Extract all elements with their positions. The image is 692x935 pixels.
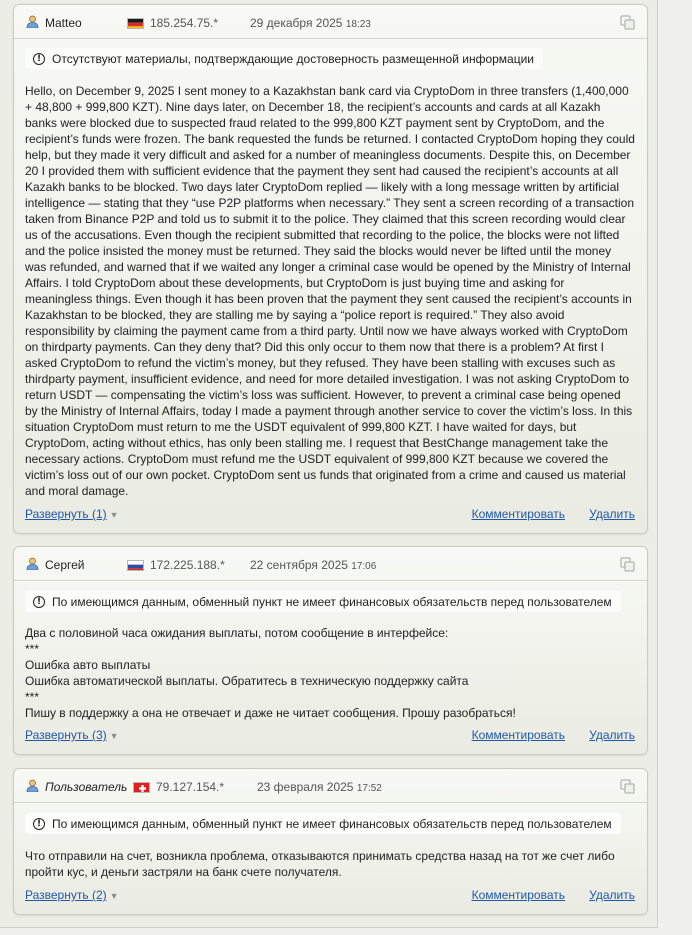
switzerland-flag-icon: [133, 782, 150, 793]
review-username: Matteo: [45, 16, 82, 30]
review-line: Ошибка автоматической выплаты. Обратитесь в техническую поддержку сайта: [25, 674, 469, 688]
review-card: [13, 546, 648, 755]
review-date: [250, 16, 371, 30]
copy-icon[interactable]: [620, 15, 635, 30]
review-line: Два с половиной часа ожидания выплаты, потом сообщение в интерфейсе:: [25, 626, 449, 640]
notice-text: По имеющимся данным, обменный пункт не имеет финансовых обязательств перед пользователем: [52, 816, 612, 831]
russia-flag-icon: [127, 560, 144, 571]
review-ip: 79.127.154.*: [156, 780, 225, 794]
review-time: 17:52: [356, 783, 382, 794]
review-ip: 172.225.188.*: [150, 558, 225, 572]
info-icon: !: [33, 53, 45, 65]
notice-text: По имеющимся данным, обменный пункт не имеет финансовых обязательств перед пользователем: [52, 594, 612, 609]
germany-flag-icon: [127, 18, 144, 29]
user-icon: [26, 557, 39, 570]
review-date-text: 23 февраля 2025: [257, 780, 354, 794]
review-header: [14, 547, 647, 581]
review-notice: [25, 813, 621, 834]
review-date: [257, 780, 382, 794]
copy-icon[interactable]: [620, 557, 635, 572]
review-body: [25, 625, 635, 721]
review-notice: [25, 48, 543, 69]
review-notice: [25, 591, 621, 612]
caret-down-icon: ▼: [109, 731, 119, 741]
review-footer: [25, 507, 635, 523]
review-date-text: 29 декабря 2025: [250, 16, 343, 30]
expand-link[interactable]: [25, 507, 119, 521]
caret-down-icon: ▼: [109, 891, 119, 901]
review-body: [25, 848, 635, 880]
info-icon: !: [33, 596, 45, 608]
expand-label: Развернуть (2): [25, 888, 107, 902]
review-ip: 185.254.75.*: [150, 16, 219, 30]
review-line: ***: [25, 690, 40, 704]
review-body: [25, 83, 635, 499]
caret-down-icon: ▼: [109, 510, 119, 520]
review-time: 18:23: [345, 19, 371, 30]
user-icon: [26, 15, 39, 28]
review-line: Пишу в поддержку а она не отвечает и даже не читает сообщения. Прошу разобраться!: [25, 706, 516, 720]
delete-link[interactable]: Удалить: [589, 728, 635, 742]
comment-link[interactable]: Комментировать: [471, 507, 565, 521]
review-paragraph: Hello, on December 9, 2025 I sent money to a Kazakhstan bank card via CryptoDom in three transfers (1,400,000 + 48,800 + 999,800 KZT). Nine days later, on December 18, the recipient’s accounts and cards at all Kazakh banks were blocked due to suspected fraud related to the 999,800 KZT payment sent by CryptoDom, and the recipient’s funds were frozen. The bank requested the funds be returned. I contacted CryptoDom hoping they could help, but they made it very difficult and asked for a number of meaningless documents. Despite this, on December 20 I provided them with sufficient evidence that the payment they sent had caused the recipient’s accounts at all Kazakh banks to be blocked. Two days later CryptoDom replied — likely with a long message written by artificial intelligence — stating that they “use P2P platforms when necessary.” They sent a screen recording of a transaction taken from Binance P2P and told us to submit it to the police. They claimed that this screen recording would clear us of the accusations. Even though the recipient submitted that recording to the police, the blocks were not lifted and the police insisted the money must be returned. They said the blocks would never be lifted until the money was refunded, and warned that if we waited any longer a criminal case would be opened by the Ministry of Internal Affairs. I told CryptoDom about these developments, but CryptoDom is just buying time and asking for meaningless things. Even though it has been proven that the payment they sent caused the recipient’s accounts in Kazakhstan to be blocked, they are stalling me by saying a “police report is required.” They also avoid responsibility by claiming the payment came from a third party. Until now we have always worked with CryptoDom on thirdparty payments. Can they deny that? Did this only occur to them now that there is a problem? At first I asked CryptoDom to refund the victim’s money, but they refused. They have been stalling with excuses such as thirdparty payment, insufficient evidence, and need for more detailed investigation. I was not asking CryptoDom to return USDT — compensating the victim’s loss was sufficient. However, to prevent a criminal case being opened by the Ministry of Internal Affairs, today I made a payment through another service to cover the victim’s loss. In this situation CryptoDom must return to me the USDT equivalent of 999,800 KZT. I have waited for days, but CryptoDom, acting without ethics, has only been stalling me. I request that BestChange management take the necessary actions. CryptoDom must refund me the USDT equivalent of 999,800 KZT because we covered the victim’s loss out of our own pocket. CryptoDom sent us funds that originated from a crime and caused us material and moral damage.: [25, 84, 635, 498]
notice-text: Отсутствуют материалы, подтверждающие достоверность размещенной информации: [52, 51, 535, 66]
review-date: [250, 558, 376, 572]
expand-link[interactable]: [25, 728, 119, 742]
expand-link[interactable]: [25, 888, 119, 902]
review-username: Пользователь: [45, 780, 128, 794]
delete-link[interactable]: Удалить: [589, 507, 635, 521]
review-line: Ошибка авто выплаты: [25, 658, 151, 672]
review-card: [13, 4, 648, 534]
review-username: Сергей: [45, 558, 85, 572]
review-footer: [25, 888, 635, 904]
review-header: [14, 769, 647, 803]
copy-icon[interactable]: [620, 779, 635, 794]
expand-label: Развернуть (1): [25, 507, 107, 521]
expand-label: Развернуть (3): [25, 728, 107, 742]
delete-link[interactable]: Удалить: [589, 888, 635, 902]
review-paragraph: Что отправили на счет, возникла проблема, отказываются принимать средства назад на тот же счет либо пройти кус, и деньги застряли на банк счете получателя.: [25, 849, 615, 879]
review-date-text: 22 сентября 2025: [250, 558, 348, 572]
review-header: [14, 5, 647, 39]
info-icon: !: [33, 818, 45, 830]
user-icon: [26, 779, 39, 792]
review-line: ***: [25, 642, 40, 656]
review-card: [13, 768, 648, 915]
review-time: 17:06: [351, 561, 377, 572]
comment-link[interactable]: Комментировать: [471, 728, 565, 742]
comment-link[interactable]: Комментировать: [471, 888, 565, 902]
review-footer: [25, 728, 635, 744]
